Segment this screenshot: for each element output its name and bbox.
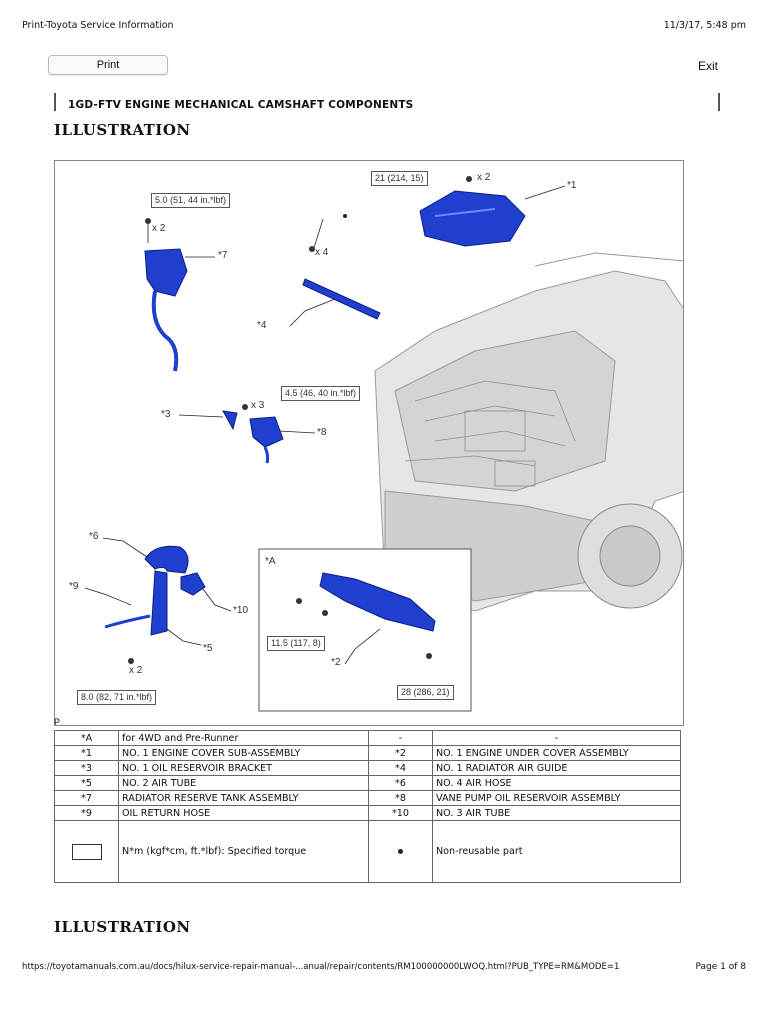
legend-code: - xyxy=(369,731,433,746)
torque-spec-under-cover-2: 28 (286, 21) xyxy=(397,685,454,700)
callout-3: *3 xyxy=(161,409,171,420)
legend-code: *5 xyxy=(55,776,119,791)
table-row xyxy=(55,746,681,761)
legend-code: *1 xyxy=(55,746,119,761)
legend-code: *2 xyxy=(369,746,433,761)
torque-spec-engine-cover: 21 (214, 15) xyxy=(371,171,428,186)
document-title: 1GD-FTV ENGINE MECHANICAL CAMSHAFT COMPONENTS xyxy=(68,99,414,111)
callout-9: *9 xyxy=(69,581,79,592)
table-row xyxy=(55,731,681,746)
legend-desc: NO. 1 ENGINE COVER SUB-ASSEMBLY xyxy=(119,746,369,761)
air-tube-part xyxy=(151,571,167,635)
section-heading-illustration: ILLUSTRATION xyxy=(54,121,191,139)
callout-5: *5 xyxy=(203,643,213,654)
legend-code: *6 xyxy=(369,776,433,791)
callout-4: *4 xyxy=(257,320,267,331)
legend-desc: NO. 1 RADIATOR AIR GUIDE xyxy=(433,761,681,776)
exit-link[interactable]: Exit xyxy=(698,59,719,73)
table-row xyxy=(55,776,681,791)
qty-tube-bolts: x 2 xyxy=(129,665,143,676)
legend-code: *7 xyxy=(55,791,119,806)
legend-desc: VANE PUMP OIL RESERVOIR ASSEMBLY xyxy=(433,791,681,806)
figure-id: P xyxy=(54,717,61,727)
section-heading-illustration-2: ILLUSTRATION xyxy=(54,918,191,936)
legend-code: *9 xyxy=(55,806,119,821)
callout-6: *6 xyxy=(89,531,99,542)
legend-table xyxy=(54,730,681,883)
print-header-datetime: 11/3/17, 5:48 pm xyxy=(663,20,746,31)
footer-page-number: Page 1 of 8 xyxy=(695,962,746,972)
callout-2: *2 xyxy=(331,657,341,668)
legend-desc: NO. 4 AIR HOSE xyxy=(433,776,681,791)
callout-1: *1 xyxy=(567,180,577,191)
legend-code: *10 xyxy=(369,806,433,821)
no3-air-tube-part xyxy=(181,573,205,595)
torque-box-icon xyxy=(72,844,102,860)
engine-cover-part xyxy=(420,191,525,246)
callout-10: *10 xyxy=(233,605,249,616)
callout-7: *7 xyxy=(218,250,228,261)
print-button[interactable]: Print xyxy=(48,55,168,75)
table-row xyxy=(55,761,681,776)
components-illustration xyxy=(54,160,684,726)
torque-symbol-cell xyxy=(55,821,119,883)
legend-desc: NO. 2 AIR TUBE xyxy=(119,776,369,791)
legend-desc: NO. 1 ENGINE UNDER COVER ASSEMBLY xyxy=(433,746,681,761)
radiator-reserve-tank-part xyxy=(145,249,187,296)
table-row xyxy=(55,791,681,806)
vane-pump-oil-reservoir-part xyxy=(250,417,283,447)
torque-spec-air-tube: 8.0 (82, 71 in.*lbf) xyxy=(77,690,156,705)
document-title-bar xyxy=(54,93,720,111)
qty-clips: x 4 xyxy=(315,247,329,258)
nonreusable-symbol-desc: Non-reusable part xyxy=(433,821,681,883)
legend-code: *4 xyxy=(369,761,433,776)
nonreusable-symbol-cell xyxy=(369,821,433,883)
legend-desc: NO. 1 OIL RESERVOIR BRACKET xyxy=(119,761,369,776)
legend-desc: for 4WD and Pre-Runner xyxy=(119,731,369,746)
callout-8: *8 xyxy=(317,427,327,438)
air-hose-part xyxy=(145,546,188,573)
torque-spec-reserve-tank: 5.0 (51, 44 in.*lbf) xyxy=(151,193,230,208)
legend-code: *3 xyxy=(55,761,119,776)
print-header-title: Print-Toyota Service Information xyxy=(22,20,174,31)
torque-spec-under-cover-1: 11.5 (117, 8) xyxy=(267,636,325,651)
qty-tank-bolts: x 2 xyxy=(152,223,166,234)
footer-url: https://toyotamanuals.com.au/docs/hilux-service-repair-manual-...anual/repair/contents/RM100000000LWOQ.html?PUB_TYPE=RM&MODE=1 xyxy=(22,962,620,972)
qty-bracket-bolts: x 3 xyxy=(251,400,265,411)
torque-symbol-desc: N*m (kgf*cm, ft.*lbf): Specified torque xyxy=(119,821,369,883)
torque-spec-bracket: 4.5 (46, 40 in.*lbf) xyxy=(281,386,360,401)
table-row xyxy=(55,806,681,821)
legend-code: *A xyxy=(55,731,119,746)
radiator-air-guide-part xyxy=(303,279,380,319)
qty-engine-cover-bolts: x 2 xyxy=(477,172,491,183)
legend-code: *8 xyxy=(369,791,433,806)
illustration-drawing xyxy=(55,161,684,726)
legend-desc: NO. 3 AIR TUBE xyxy=(433,806,681,821)
table-row-symbols xyxy=(55,821,681,883)
legend-desc: RADIATOR RESERVE TANK ASSEMBLY xyxy=(119,791,369,806)
oil-reservoir-bracket-part xyxy=(223,411,237,429)
callout-A: *A xyxy=(265,556,276,567)
legend-desc: OIL RETURN HOSE xyxy=(119,806,369,821)
non-reusable-dot-icon xyxy=(398,849,403,854)
legend-desc: - xyxy=(433,731,681,746)
